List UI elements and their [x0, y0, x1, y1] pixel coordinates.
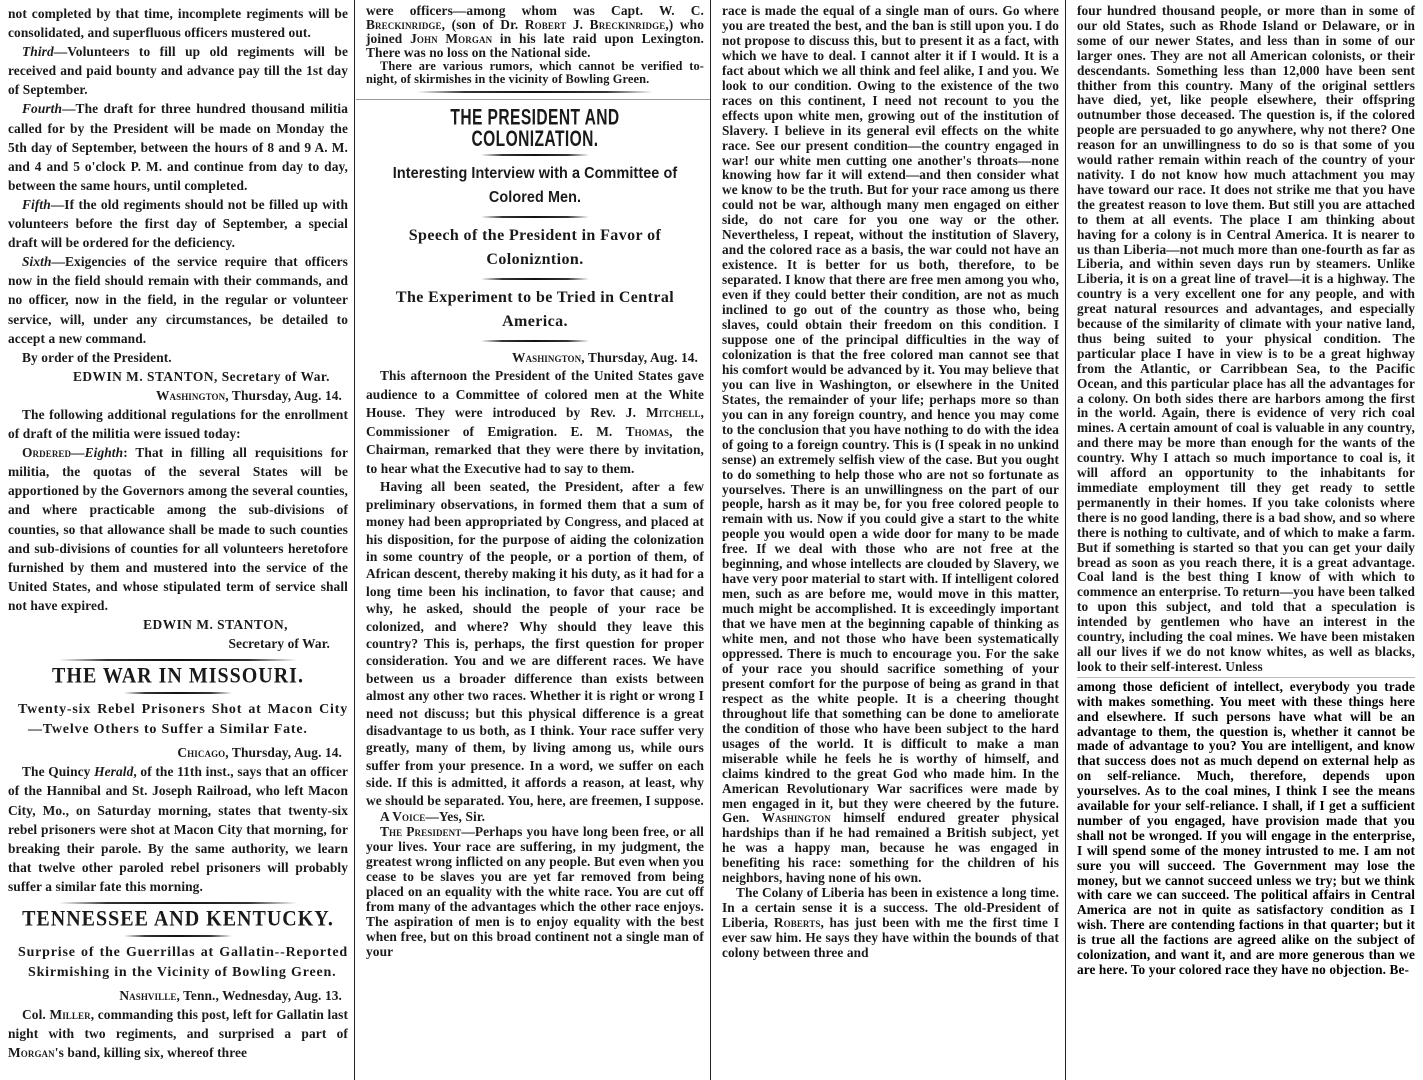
divider-rule — [481, 216, 589, 218]
signature-stanton-name: EDWIN M. STANTON, — [143, 617, 288, 632]
paragraph-rumors: There are various rumors, which cannot be verified to-night, of skirmishes in the vicinity of Bowling Green. — [366, 59, 704, 86]
paragraph-fifth: Fifth—If the old regiments should not be filled up with volunteers before the first day of September, a special draft will be ordered for the deficiency. — [8, 196, 348, 251]
paragraph-fourth: Fourth—The draft for three hundred thousand militia called for by the President will be made on Monday the 5th day of September, between the hours of 8 and 9 A. M. and 4 and 5 o'clock P. M. and continue from day to day, between the same hours, until completed. — [8, 101, 348, 193]
paragraph-speech: Having all been seated, the President, after a few preliminary observations, in formed them that a sum of money had been appropriated by Congress, and placed at his disposition, for the purpose of aiding the colonization in some country of the people, or a portion of them, of African descent, thereby making it his duty, as it had for a long time been his inclination, to favor that cause; and why, he asked, should the people of your race be colonized, and where? Why should they leave this country? This is, perhaps, the first question for proper consideration. You and we are different races. We have between us a broader difference than exists between almost any other two races. Whether it is right or wrong I need not discuss; but this physical difference is a great disadvantage to us both, as I think. Your race suffer very greatly, many of them, by living among us, while ours suffer from your presence. In a word, we suffer on each side. If this is admitted, it affords a reason, at least, why we should be separated. You, here, are freemen, I suppose. — [366, 479, 704, 808]
headline-tennessee-kentucky: TENNESSEE AND KENTUCKY. — [22, 906, 334, 932]
paragraph-president-reply: The President—Perhaps you have long been free, or all your lives. Your race are suffering, in my judgment, the greatest wrong inflicted on any people. But even when you cease to be slaves you are yet far removed from being placed on an equality with the white race. You are cut off from many of the advantages which the other race enjoys. The aspiration of men is to enjoy equality with the best when free, but on this broad continent not a single man of your — [366, 824, 704, 959]
signature-stanton: EDWIN M. STANTON, Secretary of War. — [72, 368, 330, 384]
divider-rule — [481, 278, 589, 280]
divider-rule — [417, 91, 654, 93]
divider-rule — [124, 692, 233, 694]
divider-rule — [124, 935, 233, 937]
paragraph-audience: This afternoon the President of the United States gave audience to a Committee of colored men at the White House. They were introduced by Rev. J. Mitchell, Commissioner of Emigration. E. M. Thomas, the Chairman, remarked that they were there by invitation, to hear what the Executive had to say to them. — [366, 368, 705, 476]
divider-rule — [481, 154, 589, 156]
paragraph-liberia: The Colany of Liberia has been in existence a long time. In a certain sense it is a success. The old-President of Liberia, Roberts, has just been with me the first time I ever saw him. He says they have within the bounds of that colony between three and — [722, 885, 1059, 961]
paragraph-self-reliance: among those deficient of intellect, everybody you trade with makes something. You meet with these things here and elsewhere. If such persons have what will be an advantage to them, the question is, whether it cannot be made of advantage to you? You are intelligent, and know that success does not as much depend on external help as on self-reliance. Much, therefore, depends upon yourselves. As to the coal mines, I think I see the means available for your self-reliance. I shall, if I get a sufficient number of you engaged, have provision made that you shall not be wronged. If you will engage in the enterprise, I will spend some of the money intrusted to me. I am not sure you will succeed. The Government may lose the money, but we cannot succeed unless we try; but we think with care we can succeed. The political affairs in Central America are not in quite as satisfactory condition as I wish. There are contending factions in that quarter; but it is true all the factions are agreed alike on the subject of colonization, and want it, and are more generous than we are here. To your colored race they have no objection. Be- — [1077, 678, 1415, 977]
column-2 — [356, 0, 711, 1080]
paragraph: not completed by that time, incomplete regiments will be consolidated, and superfluous officers mustered out. — [8, 6, 348, 41]
paragraph-voice: A Voice—Yes, Sir. — [380, 809, 486, 824]
subhead-speech: Speech of the President in Favor of Colonizntion. — [408, 227, 662, 269]
column-3 — [712, 0, 1066, 1080]
dateline: Washington, Thursday, Aug. 14. — [512, 350, 698, 366]
divider-rule — [481, 340, 589, 342]
deck-macon-city: Twenty-six Rebel Prisoners Shot at Macon City—Twelve Others to Suffer a Similar Fate. — [18, 702, 348, 737]
paragraph-third: Third—Volunteers to fill up old regiments will be received and paid bounty and advance pay till the 1st day of September. — [8, 44, 348, 98]
divider-rule — [59, 902, 297, 904]
paragraph-eighth: Ordered—Eighth: That in filling all requisitions for militia, the quotas of the several States will be apportioned by the Governors among the several counties, and where practicable among the sub-divisions of counties, so that allowance shall be made to such counties and sub-divisions of counties for all volunteers heretofore furnished by them and mustered into the service of the United States, and whose stipulated term of service shall not have expired. — [8, 445, 348, 613]
paragraph: By order of the President. — [22, 349, 172, 365]
paragraph: The following additional regulations for the enrollment of draft of the militia were issued today: — [8, 406, 348, 442]
subhead-experiment: The Experiment to be Tried in Central America. — [395, 289, 675, 331]
dateline: Chicago, Thursday, Aug. 14. — [177, 745, 342, 761]
deck-gallatin: Surprise of the Guerrillas at Gallatin--Reported Skirmishing in the Vicinity of Bowling Green. — [18, 945, 348, 980]
paragraph-speech-continued: race is made the equal of a single man of ours. Go where you are treated the best, and the ban is still upon you. I do not propose to discuss this, but to present it as a fact, with which we have to deal. I cannot alter it if I would. It is a fact about which we all think and feel alike, I and you. We look to our condition. Owing to the existence of the two races on this continent, I need not recount to you the effects upon white men, growing out of the institution of Slavery. I believe in its general evil effects on the white race. See our present condition—the country engaged in war! our white men cutting one another's throats—none knowing how far it will extend—and then consider what we know to be the truth. But for your race among us there could not be war, although many men engaged on either side, do not care for you one way or the other. Nevertheless, I repeat, without the institution of Slavery, and the colored race as a basis, the war could not have an existence. It is better for us both, therefore, to be separated. I know that there are free men among you who, even if they could better their condition, are not as much inclined to go out of the country as those who, being slaves, could obtain their freedom on this condition. I suppose one of the principal difficulties in the way of colonization is that the free colored man cannot see that his comfort would be advanced by it. You may believe that you can live in Washington, or elsewhere in the United States, the remainder of your life; perhaps more so than you can in any foreign country, and hence you may come to the conclusion that you have nothing to do with the idea of going to a foreign country. This is (I speak in no unkind sense) an extremely selfish view of the case. But you ought to do something to help those who are not so fortunate as yourselves. There is an unwillingness on the part of our people, harsh as it may be, for you free colored people to remain with us. Now if you could give a start to the white people you would open a wide door for many to be made free. If we deal with those who are not free at the beginning, and whose intellects are clouded by Slavery, we have very poor material to start with. If intelligent colored men, such as are before me, would move in this matter, much might be accomplished. It is exceedingly important that we have men at the beginning capable of thinking as white men, and not those who have been systematically oppressed. There is much to encourage you. For the sake of your race you should sacrifice something of your present comfort for the purpose of being as grand in that respect as the white people. It is a cheering thought throughout life that something can be done to ameliorate the condition of those who have been subject to the hard usages of the world. It is difficult to make a man miserable while he feels he is worthy of himself, and claims kindred to the great God who made him. In the American Revolutionary War sacrifices were made by men engaged in it, but they were cheered by the future. Gen. Washington himself endured greater physical hardships than if he had remained a British subject, yet he was a happy man, because he was engaged in benefiting his race: something for the children of his neighbors, having none of his own. — [722, 3, 1059, 886]
headline-president-colonization: THE PRESIDENT AND COLONIZATION. — [450, 105, 620, 153]
column-1 — [0, 0, 355, 1080]
signature-stanton-title: Secretary of War. — [228, 636, 330, 652]
headline-war-in-missouri: THE WAR IN MISSOURI. — [52, 664, 304, 689]
paragraph-quincy-herald: The Quincy Herald, of the 11th inst., says that an officer of the Hannibal and St. Joseph Railroad, who left Macon City, Mo., on Saturday morning, states that twenty-six rebel prisoners were shot at Macon City that morning, for breaking their parole. By the same authority, we learn that twelve other paroled rebel prisoners will probably suffer a similar fate this morning. — [8, 764, 348, 894]
paragraph-col-miller: Col. Miller, commanding this post, left for Gallatin last night with two regiments, and surprised a part of Morgan's band, killing six, whereof three — [8, 1007, 349, 1061]
article-president-colonization — [356, 99, 710, 959]
paragraph-sixth: Sixth—Exigencies of the service require that officers now in the field should remain with their commands, and no officer, now in the field, in the regular or volunteer service, will, under any circumstances, be detailed to accept a new command. — [8, 254, 348, 346]
column-4 — [1067, 0, 1423, 1080]
dateline: Washington, Thursday, Aug. 14. — [156, 387, 342, 403]
subhead-interview: Interesting Interview with a Committee of Colored Men. — [392, 165, 678, 207]
paragraph-breckinridge: were officers—among whom was Capt. W. C. Breckinridge, (son of Dr. Robert J. Breckinridge,) who joined John Morgan in his late raid upon Lexington. There was no loss on the National side. — [366, 3, 704, 60]
paragraph-central-america: four hundred thousand people, or more than in some of our old States, such as Rhode Island or Delaware, or in some of our newer States, and less than in some of our larger ones. They are not all American colonists, or their descendants. Something less than 12,000 have been sent thither from this country. Many of the original settlers have died, yet, like people elsewhere, their offspring outnumber those deceased. The question is, if the colored people are persuaded to go anywhere, why not there? One reason for an unwillingness to do so is that some of you would rather remain within reach of the country of your nativity. I do not know how much attachment you may have toward our race. It does not strike me that you have the greatest reason to love them. But still you are attached to them at all events. The place I am thinking about having for a colony is in Central America. It is nearer to us than Liberia—not much more than one-fourth as far as Liberia, and within seven days run by steamers. Unlike Liberia, it is on a great line of travel—it is a highway. The country is a very excellent one for any people, and with great natural resources and advantages, and especially because of the similarity of climate with your native land, thus being suited to your physical condition. The particular place I have in view is to be a great highway from the Atlantic, or Carribbean Sea, to the Pacific Ocean, and this particular place has all the advantages for a colony. On both sides there are harbors among the first in the world. Again, there is evidence of very rich coal mines. A certain amount of coal is valuable in any country, and there may be more than enough for the wants of the country. Why I attach so much importance to coal is, it will afford an opportunity to the inhabitants for immediate employment till they get ready to settle permanently in their homes. If you take colonists where there is no good landing, there is a bad show, and so where there is nothing to cultivate, and of which to make a farm. But if something is started so that you can get your daily bread as soon as you reach there, it is a great advantage. Coal land is the best thing I know of with which to commence an enterprise. To return—you have been talked to upon this subject, and told that a speculation is intended by gentlemen who have an interest in the country, including the coal mines. We have been mistaken all our lives if we do not know whites, as well as blacks, look to their self-interest. Unless — [1077, 3, 1415, 674]
dateline: Nashville, Tenn., Wednesday, Aug. 13. — [119, 988, 342, 1004]
divider-rule — [59, 659, 297, 661]
